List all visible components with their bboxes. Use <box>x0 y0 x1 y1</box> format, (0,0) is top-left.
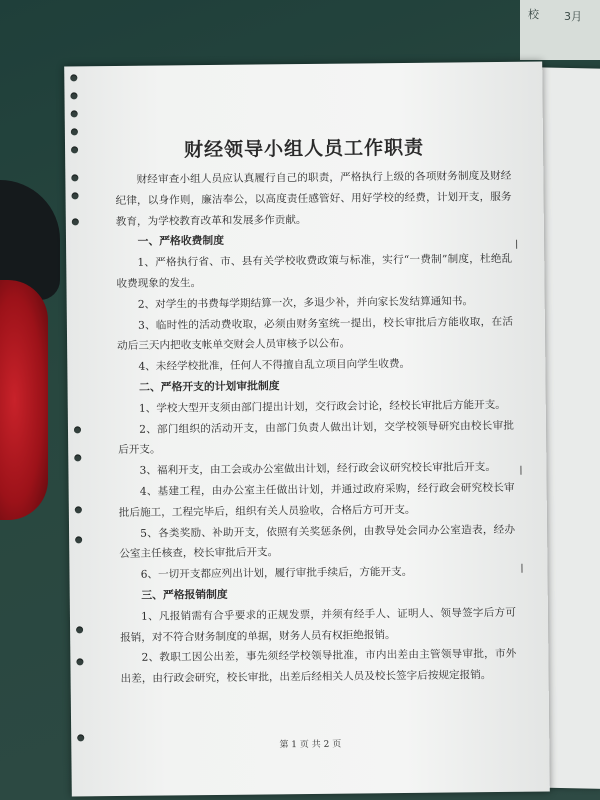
section-heading: 三、严格报销制度 <box>141 587 228 602</box>
binding-hole <box>74 454 81 461</box>
binding-hole <box>72 192 79 199</box>
binding-hole <box>76 658 83 665</box>
section-item: 3、临时性的活动费收取，必须由财务室统一提出，校长审批后方能收取，在活动后三天内把收支帐单交财会人员审核予以公布。 <box>117 315 513 353</box>
section-item: 6、一切开支都应列出计划，履行审批手续后，方能开支。 <box>140 566 413 581</box>
background-paper-top <box>520 0 600 60</box>
section-item: 1、凡报销需有合乎要求的正规发票，并须有经手人、证明人、领导签字后方可报销，对不符合财务制度的单据，财务人员有权拒绝报销。 <box>120 606 516 644</box>
binding-hole <box>74 426 81 433</box>
intro-paragraph: 财经审查小组人员应认真履行自己的职责，严格执行上级的各项财务制度及财经纪律，以身作则，廉洁奉公，以高度责任感管好、用好学校的经费，计划开支，服务教育，为学校教育改革和发展多作贡献。 <box>115 169 512 228</box>
binding-hole <box>75 536 82 543</box>
binding-hole <box>72 218 79 225</box>
binding-hole <box>70 74 77 81</box>
section-item: 1、严格执行省、市、县有关学校收费政策与标准，实行“一费制”制度，杜绝乱收费现象的发生。 <box>116 253 513 290</box>
binding-hole <box>71 174 78 181</box>
pen-mark <box>521 564 522 573</box>
section-item: 2、对学生的书费每学期结算一次，多退少补，并向家长发结算通知书。 <box>137 295 474 311</box>
pen-mark <box>520 466 521 475</box>
section-item: 4、基建工程，由办公室主任做出计划，并通过政府采购，经行政会研究校长审批后施工，工程完毕后，组织有关人员验收，合格后方可开支。 <box>118 481 515 519</box>
binding-hole <box>71 110 78 117</box>
section-item: 2、部门组织的活动开支，由部门负责人做出计划，交学校领导研究由校长审批后开支。 <box>118 419 515 457</box>
page-footer: 第 1 页 共 2 页 <box>279 739 342 751</box>
binding-hole <box>71 128 78 135</box>
section-heading: 一、严格收费制度 <box>137 234 225 249</box>
background-paper-text: 3月 <box>564 10 582 23</box>
binding-hole <box>70 92 77 99</box>
section-item: 2、教职工因公出差，事先须经学校领导批准，市内出差由主管领导审批，市外出差，由行政会研究，校长审批，出差后经相关人员及校长签字后按规定报销。 <box>120 648 517 686</box>
section-item: 1、学校大型开支须由部门提出计划，交行政会讨论，经校长审批后方能开支。 <box>138 398 506 415</box>
binding-hole <box>76 626 83 633</box>
red-fabric <box>0 280 48 520</box>
document-body <box>115 166 516 690</box>
section-item: 3、福利开支，由工会或办公室做出计划，经行政会议研究校长审批后开支。 <box>139 461 497 477</box>
section-item: 4、未经学校批准，任何人不得擅自乱立项目向学生收费。 <box>138 358 411 373</box>
section-item: 5、各类奖励、补助开支，依照有关奖惩条例，由教导处会同办公室造表，经办公室主任核查，校长审批后开支。 <box>119 523 516 561</box>
document-title: 财经领导小组人员工作职责 <box>183 136 425 162</box>
binding-holes <box>70 66 92 796</box>
section-heading: 二、严格开支的计划审批制度 <box>139 379 280 394</box>
binding-hole <box>75 506 82 513</box>
document-page <box>64 62 550 797</box>
pen-mark <box>516 240 517 249</box>
background-paper-text: 校 <box>528 8 539 21</box>
